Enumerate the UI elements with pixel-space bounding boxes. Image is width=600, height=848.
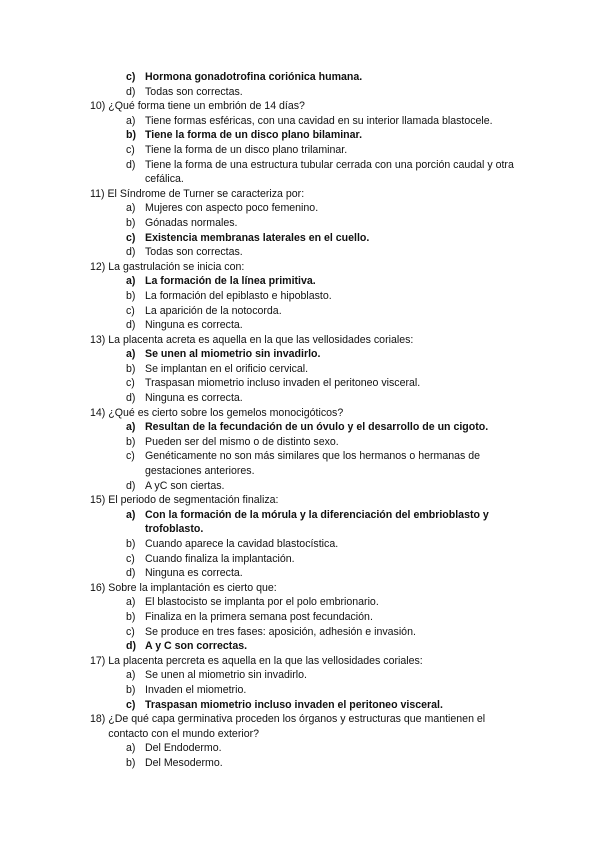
option-letter: c) [126, 231, 136, 244]
answer-option [126, 479, 520, 494]
option-letter: d) [126, 319, 136, 332]
answer-option [126, 143, 520, 158]
option-letter: a) [126, 348, 136, 361]
option-text: Existencia membranas laterales en el cuello. [145, 231, 370, 244]
option-letter: d) [126, 640, 136, 653]
question-number: 12) [90, 260, 106, 273]
option-text: Se unen al miometrio sin invadirlo. [145, 348, 321, 361]
question-text: ¿De qué capa germinativa proceden los órganos y estructuras que mantienen el contacto con el mundo exterior? [108, 713, 486, 740]
option-text: Tiene la forma de un disco plano bilaminar. [145, 129, 363, 142]
option-letter: d) [126, 479, 136, 492]
option-letter: d) [126, 246, 136, 259]
question-12 [90, 260, 520, 333]
answer-option [126, 201, 520, 216]
answer-option [126, 376, 520, 391]
question-15 [90, 493, 520, 581]
question-number: 18) [90, 713, 106, 726]
answer-option [126, 114, 520, 129]
answer-option-correct [126, 70, 520, 85]
question-text: La placenta acreta es aquella en la que las vellosidades coriales: [108, 333, 414, 346]
answer-option [126, 318, 520, 333]
answer-option [126, 362, 520, 377]
option-letter: b) [126, 216, 136, 229]
exam-content [90, 70, 520, 771]
option-text: La formación de la línea primitiva. [145, 275, 316, 288]
question-stem [90, 260, 520, 275]
answer-option [126, 756, 520, 771]
question-text: ¿Qué es cierto sobre los gemelos monocigóticos? [108, 406, 344, 419]
answer-option [126, 85, 520, 100]
question-number: 13) [90, 333, 106, 346]
answer-option [126, 391, 520, 406]
option-letter: a) [126, 508, 136, 521]
option-text: Se unen al miometrio sin invadirlo. [145, 669, 307, 682]
question-number: 16) [90, 581, 106, 594]
answer-option [126, 566, 520, 581]
answer-option [126, 304, 520, 319]
question-stem [90, 187, 520, 202]
option-text: Resultan de la fecundación de un óvulo y el desarrollo de un cigoto. [145, 421, 489, 434]
option-text: Todas son correctas. [145, 246, 243, 259]
answer-option [126, 668, 520, 683]
option-letter: c) [126, 625, 135, 638]
question-11 [90, 187, 520, 260]
option-letter: b) [126, 538, 136, 550]
option-text: Gónadas normales. [145, 216, 238, 229]
option-letter: b) [126, 362, 136, 375]
answer-option [126, 610, 520, 625]
option-text: La aparición de la notocorda. [145, 304, 282, 317]
answer-option [126, 158, 520, 187]
option-letter: c) [126, 552, 135, 565]
option-text: Pueden ser del mismo o de distinto sexo. [145, 435, 339, 448]
question-stem [90, 406, 520, 421]
option-text: A y C son correctas. [145, 640, 248, 653]
answer-option [126, 683, 520, 698]
option-text: Ninguna es correcta. [145, 392, 243, 405]
option-letter: b) [126, 683, 136, 696]
question-text: La gastrulación se inicia con: [108, 260, 245, 273]
option-text: Cuando finaliza la implantación. [145, 552, 295, 565]
answer-option-correct [126, 128, 520, 143]
answer-option-correct [126, 231, 520, 246]
question-stem [90, 581, 520, 596]
answer-option [126, 216, 520, 231]
option-letter: b) [126, 610, 136, 623]
option-letter: d) [126, 158, 136, 171]
option-text: Traspasan miometrio incluso invaden el peritoneo visceral. [145, 377, 421, 390]
option-letter: a) [126, 742, 136, 755]
option-text: Invaden el miometrio. [145, 683, 247, 696]
option-letter: c) [126, 143, 135, 156]
question-number: 15) [90, 494, 106, 507]
answer-option-correct [126, 274, 520, 289]
option-letter: b) [126, 756, 136, 769]
option-text: La formación del epiblasto e hipoblasto. [145, 289, 332, 302]
answer-option [126, 289, 520, 304]
answer-option [126, 625, 520, 640]
option-text: Mujeres con aspecto poco femenino. [145, 202, 319, 215]
option-letter: b) [126, 289, 136, 302]
question-stem [90, 654, 520, 669]
answer-option [126, 595, 520, 610]
option-letter: a) [126, 669, 136, 682]
answer-option [126, 741, 520, 756]
option-letter: c) [126, 304, 135, 317]
option-text: Finaliza en la primera semana post fecundación. [145, 610, 373, 623]
answer-option-correct [126, 347, 520, 362]
option-letter: a) [126, 114, 136, 127]
question-number: 17) [90, 654, 106, 667]
option-text: Del Mesodermo. [145, 756, 223, 769]
question-text: El Síndrome de Turner se caracteriza por: [107, 187, 305, 200]
option-letter: a) [126, 275, 136, 288]
option-text: Ninguna es correcta. [145, 319, 243, 332]
option-text: Tiene la forma de un disco plano trilaminar. [145, 143, 348, 156]
answer-option-correct [126, 508, 520, 537]
option-text: Todas son correctas. [145, 85, 243, 98]
question-text: La placenta percreta es aquella en la que las vellosidades coriales: [108, 654, 423, 667]
option-letter: c) [126, 450, 135, 463]
question-13 [90, 333, 520, 406]
option-text: Traspasan miometrio incluso invaden el peritoneo visceral. [145, 698, 443, 711]
question-number: 11) [90, 187, 105, 200]
option-letter: d) [126, 392, 136, 405]
option-letter: b) [126, 129, 136, 142]
option-text: Hormona gonadotrofina coriónica humana. [145, 71, 363, 83]
option-text: Del Endodermo. [145, 742, 222, 755]
question-stem [90, 99, 520, 114]
option-letter: c) [126, 377, 135, 390]
option-letter: c) [126, 71, 136, 83]
option-letter: c) [126, 698, 136, 711]
question-18 [90, 712, 520, 770]
option-text: Se implantan en el orificio cervical. [145, 362, 309, 375]
answer-option [126, 245, 520, 260]
option-text: Cuando aparece la cavidad blastocística. [145, 538, 339, 550]
answer-option-correct [126, 420, 520, 435]
answer-option [126, 435, 520, 450]
option-text: Tiene la forma de una estructura tubular cerrada con una porción caudal y otra cefálica. [145, 158, 514, 186]
option-text: El blastocisto se implanta por el polo embrionario. [145, 596, 379, 609]
question-stem [90, 493, 520, 508]
question-number: 10) [90, 100, 106, 113]
option-letter: b) [126, 435, 136, 448]
question-stem [90, 333, 520, 348]
question-10 [90, 99, 520, 187]
question-14 [90, 406, 520, 494]
option-text: A yC son ciertas. [145, 479, 225, 492]
question-text: El periodo de segmentación finaliza: [108, 494, 279, 507]
answer-option-correct [126, 639, 520, 654]
option-text: Se produce en tres fases: aposición, adhesión e invasión. [145, 625, 416, 638]
answer-option-correct [126, 698, 520, 713]
option-text: Ninguna es correcta. [145, 567, 243, 580]
question-number: 14) [90, 406, 106, 419]
answer-option [126, 449, 520, 478]
option-letter: a) [126, 596, 136, 609]
answer-option [126, 537, 520, 552]
question-stem [90, 712, 520, 741]
option-letter: a) [126, 421, 136, 434]
option-letter: a) [126, 202, 136, 215]
option-text: Tiene formas esféricas, con una cavidad en su interior llamada blastocele. [145, 114, 493, 127]
question-16 [90, 581, 520, 654]
option-letter: d) [126, 85, 136, 98]
option-text: Genéticamente no son más similares que los hermanos o hermanas de gestaciones anteriores. [145, 450, 481, 478]
option-letter: d) [126, 567, 136, 580]
question-text: ¿Qué forma tiene un embrión de 14 días? [108, 100, 305, 113]
question-text: Sobre la implantación es cierto que: [108, 581, 277, 594]
option-text: Con la formación de la mórula y la diferenciación del embrioblasto y trofoblasto. [145, 508, 489, 536]
question-17 [90, 654, 520, 712]
answer-option [126, 552, 520, 567]
